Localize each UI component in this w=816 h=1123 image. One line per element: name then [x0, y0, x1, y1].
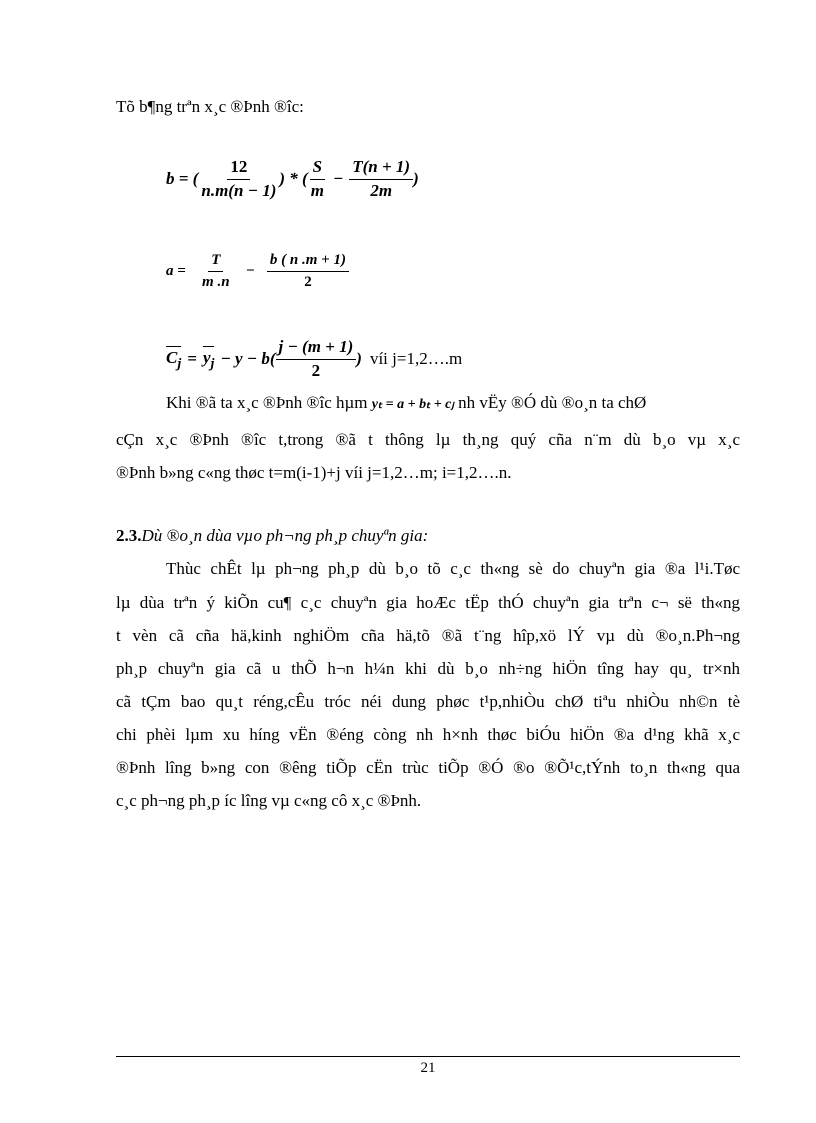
formula-b [166, 158, 419, 200]
formula-a-frac2 [267, 252, 349, 290]
formula-c-close: ) [356, 349, 362, 369]
para2-line: ph¸p chuyªn gia cã u thÕ h¬n h¼n khi dù b¸o nh÷ng hiÖn tîng hay qu¸ tr×nh [116, 659, 740, 678]
formula-b-frac3 [349, 158, 413, 200]
formula-a-frac2-den: 2 [304, 273, 312, 290]
para2-line: t vèn cã cña hä,kinh nghiÖm cña hä,tõ ®ã t¨ng hîp,xö lÝ vµ dù ®o¸n.Ph¬ng [116, 626, 740, 645]
para2-line: chi phèi lµm xu híng vËn ®éng còng nh h×nh thøc biÓu hiÖn ®a d¹ng khã x¸c [116, 725, 740, 744]
formula-a-minus: − [245, 262, 255, 279]
formula-b-lhs: b = ( [166, 169, 199, 189]
formula-a-frac2-num: b ( n .m + 1) [267, 252, 349, 272]
formula-c-frac-num: j − (m + 1) [276, 338, 357, 360]
formula-b-minus: − [332, 169, 344, 189]
formula-c-y-sub: j [210, 355, 215, 372]
formula-b-frac3-den: 2m [370, 180, 393, 200]
formula-a [166, 252, 349, 290]
formula-c-ybar [203, 346, 214, 372]
para1-line2: cÇn x¸c ®Þnh ®îc t,trong ®ã t thông lµ th¸ng quý cña n¨m dù b¸o vµ x¸c [116, 430, 740, 449]
para2-line: c¸c ph¬ng ph¸p íc lîng vµ c«ng cô x¸c ®Þnh. [116, 791, 422, 810]
formula-c-frac [276, 338, 357, 380]
formula-c-rest: − y − b( [220, 349, 276, 369]
formula-c-y: y [202, 347, 211, 367]
para1-line1 [166, 393, 646, 413]
page-number: 21 [420, 1060, 436, 1076]
para1-line1-post: nh vËy ®Ó dù ®o¸n ta chØ [453, 393, 647, 412]
section-heading [116, 526, 428, 546]
para2-line: Thùc chÊt lµ ph¬ng ph¸p dù b¸o tõ c¸c th«ng sè do chuyªn gia ®a l¹i.Tøc [166, 559, 740, 578]
formula-a-lhs: a = [166, 262, 186, 279]
section-number: 2.3. [116, 526, 142, 545]
formula-b-mid: ) * ( [279, 169, 308, 189]
formula-b-frac3-num: T(n + 1) [349, 158, 413, 180]
formula-c-frac-den: 2 [311, 360, 321, 380]
formula-b-frac1-num: 12 [227, 158, 250, 180]
formula-c-eq: = [187, 349, 197, 369]
para1-line3: ®Þnh b»ng c«ng thøc t=m(i-1)+j víi j=1,2…m; i=1,2….n. [116, 463, 512, 482]
section-title: Dù ®o¸n dùa vµo ph¬ng ph¸p chuyªn gia: [141, 526, 429, 545]
formula-c-lhs [166, 346, 181, 372]
para2-line: cã tÇm bao qu¸t réng,cÊu tróc néi dung phøc t¹p,nhiÒu chØ tiªu nhiÒu nh©n tè [116, 692, 740, 711]
para2-line: ®Þnh lîng b»ng con ®êng tiÕp cËn trùc tiÕp ®Ó ®o ®Õ¹c,tÝnh to¸n th«ng qua [116, 758, 740, 777]
formula-c-c-sub: j [177, 355, 182, 372]
para2-line: lµ dùa trªn ý kiÕn cu¶ c¸c chuyªn gia hoÆc tËp thÓ chuyªn gia trªn c¬ së th«ng [116, 593, 740, 612]
formula-b-frac2 [308, 158, 327, 200]
formula-a-frac1-num: T [208, 252, 223, 272]
formula-b-frac2-den: m [310, 180, 324, 200]
formula-b-frac1-den: n.m(n − 1) [201, 180, 277, 200]
formula-b-frac2-num: S [310, 158, 325, 180]
intro-line: Tõ b¶ng trªn x¸c ®Þnh ®îc: [116, 97, 304, 116]
formula-c-c: C [166, 347, 178, 367]
formula-a-frac1 [198, 252, 234, 290]
para1-inline-formula: yₜ = a + bₜ + cⱼ [371, 397, 454, 412]
formula-c [166, 338, 462, 380]
formula-b-frac1 [198, 158, 279, 200]
footer-rule [116, 1056, 740, 1057]
para1-line1-pre: Khi ®ã ta x¸c ®Þnh ®îc hµm [166, 393, 372, 412]
formula-a-frac1-den: m .n [202, 273, 230, 290]
formula-b-rhs: ) [413, 169, 419, 189]
formula-c-suffix: víi j=1,2….m [369, 349, 463, 369]
